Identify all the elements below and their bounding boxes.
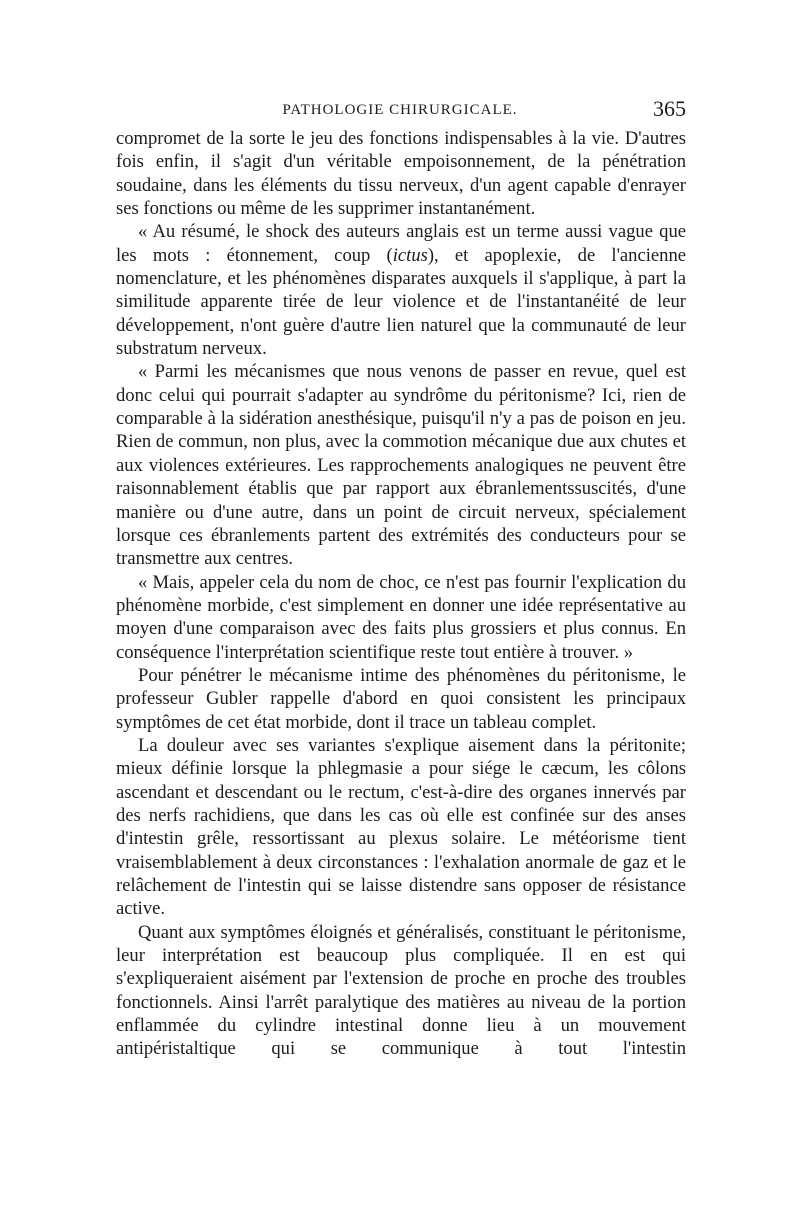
paragraph-3 [116, 360, 686, 570]
page-number: 365 [653, 96, 686, 121]
paragraph-text: compromet de la sorte le jeu des fonctions indispensables à la vie. D'autres fois enfin, il s'agit d'un véritable empoisonnement, de la pénétration soudaine, dans les éléments du tissu nerveux, d'un agent capable d'enrayer ses fonctions ou même de les supprimer instantanément. [116, 128, 686, 220]
paragraph-7 [116, 921, 686, 1061]
paragraph-2 [116, 220, 686, 360]
paragraph-text: Quant aux symptômes éloignés et généralisés, constituant le péritonisme, leur interprétation est beaucoup plus compliquée. Il en est qui s'expliqueraient aisément par l'extension de proche en proche des troubles fonctionnels. Ainsi l'arrêt paralytique des matières au niveau de la portion enflammée du cylindre intestinal donne lieu à un mouvement antipéristaltique qui se communique à tout l'intestin [116, 921, 686, 1060]
paragraph-text: La douleur avec ses variantes s'explique aisement dans la péritonite; mieux définie lorsque la phlegmasie a pour siége le cæcum, les côlons ascendant et descendant ou le rectum, c'est-à-dire des organes innervés par des nerfs rachidiens, que dans les cas où elle est confinée sur des anses d'intestin grêle, ressortissant au plexus solaire. Le météorisme tient vraisemblablement à deux circonstances : l'exhalation anormale de gaz et le relâchement de l'intestin qui se laisse distendre sans opposer de résistance active. [116, 734, 686, 920]
paragraph-1 [116, 127, 686, 220]
paragraph-text: « Mais, appeler cela du nom de choc, ce n'est pas fournir l'explication du phénomène morbide, c'est simplement en donner une idée représentative au moyen d'une comparaison avec des faits plus grossiers et plus connus. En conséquence l'interprétation scientifique reste tout entière à trouver. » [116, 571, 686, 663]
paragraph-text: « Parmi les mécanismes que nous venons de passer en revue, quel est donc celui qui pourrait s'adapter au syndrôme du péritonisme? Ici, rien de comparable à la sidération anesthésique, puisqu'il n'y a pas de poison en jeu. Rien de commun, non plus, avec la commotion mécanique due aux chutes et aux violences extérieures. Les rapprochements analogiques ne peuvent être raisonnablement établis que par rapport aux ébranlementssuscités, d'une manière ou d'une autre, dans un point de circuit nerveux, spécialement lorsque ces ébranlements partent des extrémités des conducteurs pour se transmettre aux centres. [116, 361, 686, 570]
paragraph-6 [116, 734, 686, 921]
paragraph-5 [116, 664, 686, 734]
paragraph-text: « Au résumé, le shock des auteurs anglais est un terme aussi vague que les mots : étonnement, coup ( [116, 221, 686, 266]
paragraph-text: ), et apoplexie, de l'ancienne nomenclature, et les phénomènes disparates auxquels il s'applique, à part la similitude apparente tirée de leur violence et de l'instantanéité de leur développement, n'ont guère d'autre lien naturel que la communauté de leur substratum nerveux. [116, 244, 686, 360]
body-text [116, 127, 686, 1061]
paragraph-text: Pour pénétrer le mécanisme intime des phénomènes du péritonisme, le professeur Gubler rappelle d'abord en quoi consistent les principaux symptômes de cet état morbide, dont il trace un tableau complet. [116, 664, 686, 733]
running-head [114, 96, 686, 126]
italic-term: ictus [392, 244, 428, 266]
running-title: PATHOLOGIE CHIRURGICALE. [282, 102, 518, 118]
paragraph-4 [116, 571, 686, 664]
